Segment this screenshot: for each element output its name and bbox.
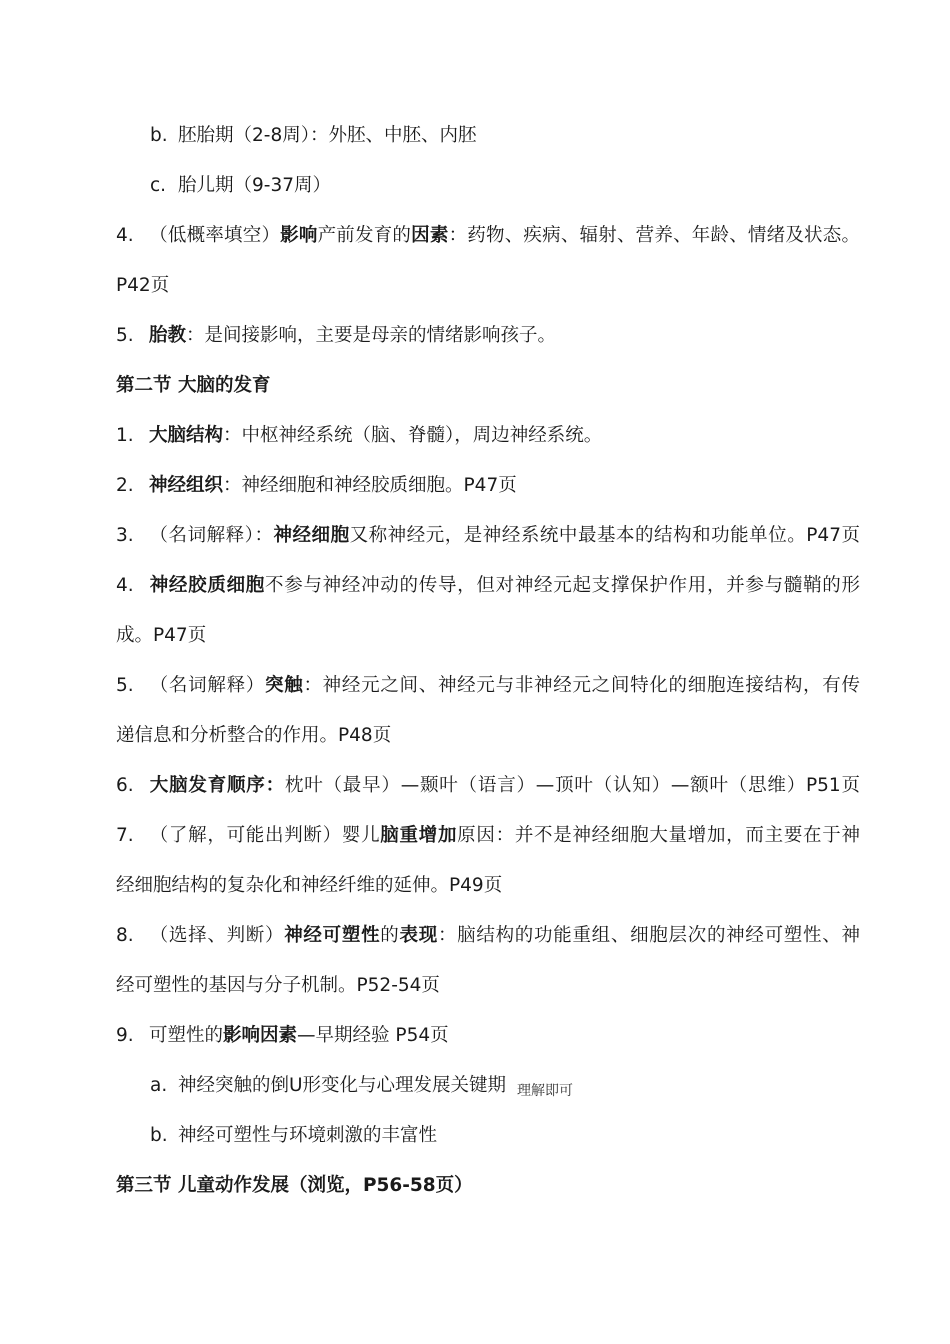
item-text: （选择、判断） [149, 925, 285, 946]
bold-term: 神经细胞 [273, 525, 350, 546]
item-text: （低概率填空） [149, 225, 281, 246]
item-text: 枕叶（最早）—颞叶（语言）—顶叶（认知）—额叶（思维）P51页 [284, 775, 860, 796]
item-text: ：是间接影响，主要是母亲的情绪影响孩子。 [186, 325, 557, 346]
bold-term: 大脑发育顺序： [149, 775, 285, 796]
item-text: 原因：并不是神经细胞大量增加，而主要在于神 [457, 825, 860, 846]
section-heading: 第二节 大脑的发育 [116, 375, 271, 396]
item-text: 胚胎期（2-8周）：外胚、中胚、内胚 [178, 125, 477, 146]
item-text: ：中枢神经系统（脑、脊髓），周边神经系统。 [223, 425, 603, 446]
item-text: 神经突触的倒U形变化与心理发展关键期 [178, 1075, 507, 1096]
bold-term: 神经可塑性 [284, 925, 381, 946]
item-marker: 9. [116, 1025, 134, 1046]
list-item [116, 324, 556, 348]
item-text: ：神经元之间、神经元与非神经元之间特化的细胞连接结构，有传 [303, 675, 860, 696]
bold-term: 影响 [280, 225, 318, 246]
list-item [116, 824, 860, 848]
continuation-line [116, 274, 169, 298]
continuation-line [116, 974, 440, 998]
item-text: 的 [380, 925, 400, 946]
list-item [116, 674, 860, 698]
item-text: 递信息和分析整合的作用。P48页 [116, 725, 392, 746]
item-text: （名词解释） [149, 675, 266, 696]
item-marker: 5. [116, 325, 134, 346]
bold-term: 大脑结构 [149, 425, 224, 446]
item-text: （了解，可能出判断）婴儿 [149, 825, 381, 846]
item-marker: 5. [116, 675, 134, 696]
list-item [150, 1074, 506, 1098]
item-text: ：脑结构的功能重组、细胞层次的神经可塑性、神 [437, 925, 860, 946]
continuation-line [116, 624, 206, 648]
continuation-line [116, 874, 502, 898]
item-marker: c. [150, 175, 167, 196]
bold-term: 神经胶质细胞 [149, 575, 266, 596]
item-text: 经可塑性的基因与分子机制。P52-54页 [116, 975, 440, 996]
bold-term: 脑重增加 [380, 825, 458, 846]
item-marker: 4. [116, 225, 134, 246]
list-item [116, 424, 602, 448]
item-text: 产前发育的 [317, 225, 412, 246]
bold-term: 突触 [265, 675, 304, 696]
margin-note: 理解即可 [517, 1083, 573, 1099]
item-text: ：药物、疾病、辐射、营养、年龄、情绪及状态。 [448, 225, 860, 246]
list-item [150, 174, 331, 198]
list-item [116, 524, 860, 548]
item-text: 经细胞结构的复杂化和神经纤维的延伸。P49页 [116, 875, 503, 896]
item-marker: 3. [116, 525, 134, 546]
item-marker: b. [150, 1125, 168, 1146]
list-item [150, 124, 476, 148]
section-heading: 第三节 儿童动作发展（浏览，P56-58页） [116, 1175, 473, 1196]
item-text: 成。P47页 [116, 625, 207, 646]
item-text: —早期经验 P54页 [297, 1025, 449, 1046]
item-marker: 7. [116, 825, 134, 846]
item-marker: 4. [116, 575, 134, 596]
list-item [116, 474, 517, 498]
continuation-line [116, 724, 391, 748]
item-text: 不参与神经冲动的传导，但对神经元起支撑保护作用，并参与髓鞘的形 [265, 575, 860, 596]
list-item [150, 1124, 437, 1148]
item-marker: 6. [116, 775, 134, 796]
list-item [116, 924, 860, 948]
item-marker: a. [150, 1075, 168, 1096]
list-item [116, 774, 860, 798]
item-text: ：神经细胞和神经胶质细胞。P47页 [223, 475, 517, 496]
item-marker: b. [150, 125, 168, 146]
item-marker: 1. [116, 425, 134, 446]
list-item [116, 224, 860, 248]
bold-term: 胎教 [149, 325, 187, 346]
bold-term: 表现 [399, 925, 438, 946]
item-text: 又称神经元，是神经系统中最基本的结构和功能单位。P47页 [349, 525, 860, 546]
item-text: 神经可塑性与环境刺激的丰富性 [178, 1125, 438, 1146]
item-text: （名词解释）： [149, 525, 274, 546]
bold-term: 神经组织 [149, 475, 224, 496]
item-text: P42页 [116, 275, 170, 296]
item-text: 胎儿期（9-37周） [178, 175, 331, 196]
item-marker: 8. [116, 925, 134, 946]
item-marker: 2. [116, 475, 134, 496]
bold-term: 因素 [411, 225, 449, 246]
list-item [116, 1024, 449, 1048]
item-text: 可塑性的 [149, 1025, 224, 1046]
bold-term: 影响因素 [223, 1025, 298, 1046]
list-item [116, 574, 860, 598]
